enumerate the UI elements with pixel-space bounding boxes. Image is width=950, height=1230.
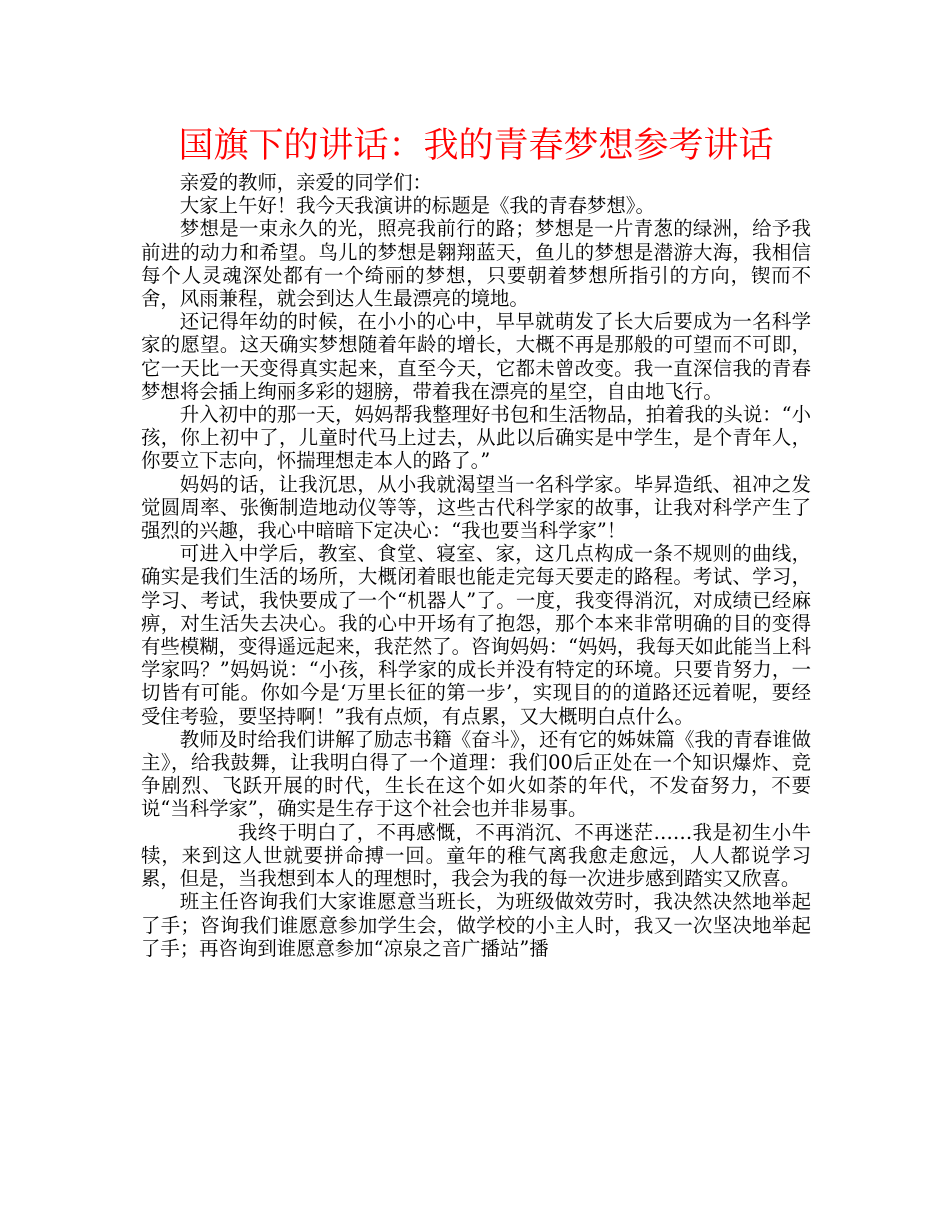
paragraph-middle-school: 升入初中的那一天，妈妈帮我整理好书包和生活物品，拍着我的头说：“小孩，你上初中了，儿童时代马上过去，从此以后确实是中学生，是个青年人，你要立下志向，怀揣理想走本人的路了。” — [141, 403, 811, 473]
paragraph-opening: 大家上午好！我今天我演讲的标题是《我的青春梦想》。 — [179, 194, 655, 218]
paragraph-dream-light: 梦想是一束永久的光，照亮我前行的路；梦想是一片青葱的绿洲，给予我前进的动力和希望。鸟儿的梦想是翱翔蓝天，鱼儿的梦想是潜游大海，我相信每个人灵魂深处都有一个绮丽的梦想，只要朝着梦想所指引的方向，锲而不舍，风雨兼程，就会到达人生最漂亮的境地。 — [141, 217, 811, 311]
paragraph-class-monitor: 班主任咨询我们大家谁愿意当班长，为班级做效劳时，我决然决然地举起了手；咨询我们谁愿意参加学生会，做学校的小主人时，我又一次坚决地举起了手；再咨询到谁愿意参加“凉泉之音广播站”播 — [141, 890, 811, 960]
paragraph-teacher: 教师及时给我们讲解了励志书籍《奋斗》，还有它的姊妹篇《我的青春谁做主》，给我鼓舞，让我明白得了一个道理：我们00后正处在一个知识爆炸、竞争剧烈、飞跃开展的时代，生长在这个如火如荼的年代，不发奋努力，不要说“当科学家”，确实是生存于这个社会也并非易事。 — [141, 727, 811, 821]
paragraph-daily-life: 可进入中学后，教室、食堂、寝室、家，这几点构成一条不规则的曲线，确实是我们生活的场所，大概闭着眼也能走完每天要走的路程。考试、学习，学习、考试，我快要成了一个“机器人”了。一度，我变得消沉，对成绩已经麻痹，对生活失去决心。我的心中开场有了抱怨，那个本来非常明确的目的变得有些模糊，变得遥远起来，我茫然了。咨询妈妈：“妈妈，我每天如此能当上科学家吗？”妈妈说：“小孩，科学家的成长并没有特定的环境。只要肯努力，一切皆有可能。你如今是‘万里长征的第一步’，实现目的的道路还远着呢，要经受住考验，要坚持啊！”我有点烦，有点累，又大概明白点什么。 — [141, 542, 811, 728]
paragraph-realization: 我终于明白了，不再感慨，不再消沉、不再迷茫……我是初生小牛犊，来到这人世就要拼命搏一回。童年的稚气离我愈走愈远，人人都说学习累，但是，当我想到本人的理想时，我会为我的每一次进步感到踏实又欣喜。 — [141, 820, 811, 891]
document-body — [141, 171, 811, 960]
paragraph-childhood: 还记得年幼的时候，在小小的心中，早早就萌发了长大后要成为一名科学家的愿望。这天确实梦想随着年龄的增长，大概不再是那般的可望而不可即，它一天比一天变得真实起来，直至今天，它都未曾改变。我一直深信我的青春梦想将会插上绚丽多彩的翅膀，带着我在漂亮的星空，自由地飞行。 — [141, 310, 811, 403]
paragraph-greeting: 亲爱的教师，亲爱的同学们： — [179, 171, 432, 194]
document-page — [141, 121, 811, 960]
paragraph-mother-words: 妈妈的话，让我沉思，从小我就渴望当一名科学家。毕昇造纸、祖冲之发觉圆周率、张衡制造地动仪等等，这些古代科学家的故事，让我对科学产生了强烈的兴趣，我心中暗暗下定决心：“我也要当科学家”！ — [141, 472, 811, 543]
document-title: 国旗下的讲话：我的青春梦想参考讲话 — [178, 126, 774, 166]
